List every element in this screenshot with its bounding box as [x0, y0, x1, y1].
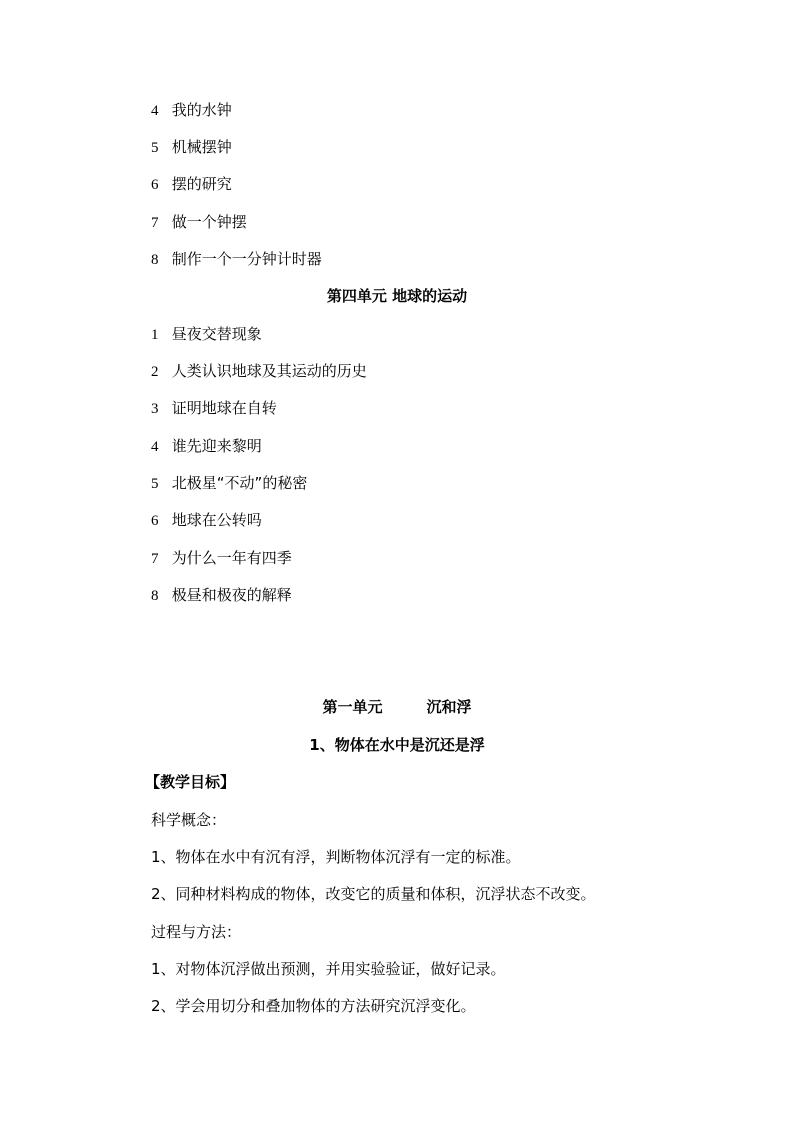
item-text: 机械摆钟	[171, 138, 232, 156]
concept-heading: 科学概念：	[151, 811, 227, 829]
objectives-heading: 【教学目标】	[145, 773, 236, 791]
item-text: 证明地球在自转	[171, 399, 277, 417]
item-text: 人类认识地球及其运动的历史	[171, 362, 367, 380]
list-item	[151, 585, 292, 606]
item-text: 昼夜交替现象	[171, 325, 262, 343]
item-number: 7	[151, 551, 159, 567]
lesson-title: 1、物体在水中是沉还是浮	[309, 736, 485, 754]
list-item	[151, 436, 262, 457]
list-item	[151, 398, 277, 419]
unit4-heading: 第四单元 地球的运动	[326, 287, 468, 305]
concept-item: 2、同种材料构成的物体，改变它的质量和体积，沉浮状态不改变。	[151, 885, 596, 903]
item-number: 7	[151, 215, 159, 231]
unit-label: 第一单元	[322, 698, 383, 716]
item-text: 制作一个一分钟计时器	[171, 250, 322, 268]
item-number: 5	[151, 476, 159, 492]
item-number: 2	[151, 364, 159, 380]
item-number: 8	[151, 588, 159, 604]
list-item	[151, 361, 367, 382]
item-text: 我的水钟	[171, 101, 232, 119]
item-number: 5	[151, 140, 159, 156]
item-text: 极昼和极夜的解释	[171, 586, 292, 604]
item-text: 谁先迎来黎明	[171, 437, 262, 455]
item-number: 8	[151, 252, 159, 268]
list-item	[151, 510, 262, 531]
concept-item: 1、物体在水中有沉有浮，判断物体沉浮有一定的标准。	[151, 848, 521, 866]
list-item	[151, 473, 307, 494]
list-item	[151, 249, 322, 270]
item-number: 4	[151, 439, 159, 455]
lesson-unit-heading	[0, 697, 794, 717]
list-item	[151, 324, 262, 345]
unit-name: 沉和浮	[426, 698, 472, 716]
item-number: 1	[151, 327, 159, 343]
item-text: 北极星“不动”的秘密	[171, 474, 308, 492]
item-number: 6	[151, 177, 159, 193]
list-item	[151, 100, 232, 121]
process-item: 2、学会用切分和叠加物体的方法研究沉浮变化。	[151, 997, 476, 1015]
process-item: 1、对物体沉浮做出预测，并用实验验证，做好记录。	[151, 960, 506, 978]
item-text: 地球在公转吗	[171, 511, 262, 529]
item-text: 为什么一年有四季	[171, 549, 292, 567]
item-text: 摆的研究	[171, 175, 232, 193]
process-heading: 过程与方法：	[151, 923, 242, 941]
list-item	[151, 174, 232, 195]
list-item	[151, 137, 232, 158]
item-number: 6	[151, 513, 159, 529]
list-item	[151, 212, 247, 233]
item-number: 4	[151, 103, 159, 119]
item-number: 3	[151, 401, 159, 417]
list-item	[151, 548, 292, 569]
item-text: 做一个钟摆	[171, 213, 247, 231]
